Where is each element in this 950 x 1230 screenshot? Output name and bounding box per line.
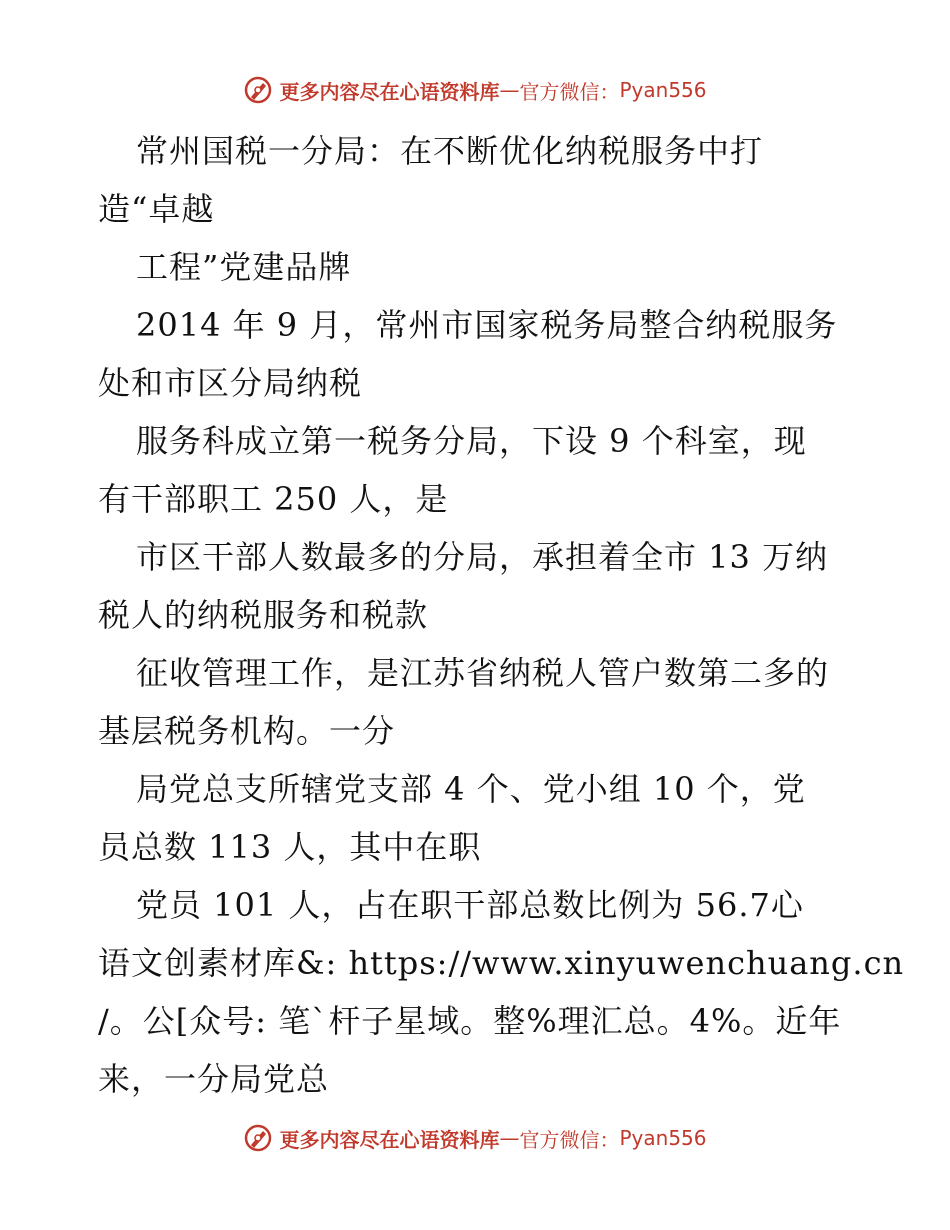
banner-label: 官方微信： [519, 1127, 620, 1152]
banner-handle: Pyan556 [619, 78, 707, 102]
title-line-3: 工程”党建品牌 [136, 248, 352, 286]
banner-slogan: 更多内容尽在心语资料库 [279, 79, 500, 104]
banner-slogan: 更多内容尽在心语资料库 [279, 1127, 500, 1152]
header-watermark-banner [0, 70, 950, 110]
paragraph-line: 处和市区分局纳税 [98, 364, 363, 402]
banner-handle: Pyan556 [619, 1126, 707, 1150]
paragraph-line: 市区干部人数最多的分局，承担着全市 13 万纳 [136, 538, 829, 576]
paragraph-line: 员总数 113 人，其中在职 [98, 828, 482, 866]
paragraph-line: 征收管理工作，是江苏省纳税人管户数第二多的 [136, 654, 830, 692]
paragraph-line: 语文创素材库&: https://www.xinyuwenchuang.cn [98, 944, 905, 982]
paragraph-line: 税人的纳税服务和税款 [98, 596, 429, 634]
paragraph-line: 服务科成立第一税务分局，下设 9 个科室，现 [136, 422, 807, 460]
pen-circle-logo-icon [243, 1123, 273, 1153]
banner-separator: — [499, 1126, 520, 1150]
banner-separator: — [499, 78, 520, 102]
paragraph-line: 2014 年 9 月，常州市国家税务局整合纳税服务 [136, 306, 838, 344]
paragraph-line: 基层税务机构。一分 [98, 712, 396, 750]
article-body [98, 122, 905, 1108]
paragraph-line: 党员 101 人，占在职干部总数比例为 56.7心 [136, 886, 804, 924]
banner-label: 官方微信： [519, 79, 620, 104]
paragraph-line: /。公[众号: 笔`杆子星域。整%理汇总。4%。近年 [98, 1002, 842, 1040]
paragraph-line: 来，一分局党总 [98, 1060, 330, 1098]
pen-circle-logo-icon [243, 75, 273, 105]
footer-watermark-banner [0, 1118, 950, 1158]
paragraph-line: 局党总支所辖党支部 4 个、党小组 10 个，党 [136, 770, 806, 808]
title-line-2: 造“卓越 [98, 190, 215, 228]
title-line-1: 常州国税一分局：在不断优化纳税服务中打 [136, 132, 764, 170]
paragraph-line: 有干部职工 250 人，是 [98, 480, 449, 518]
